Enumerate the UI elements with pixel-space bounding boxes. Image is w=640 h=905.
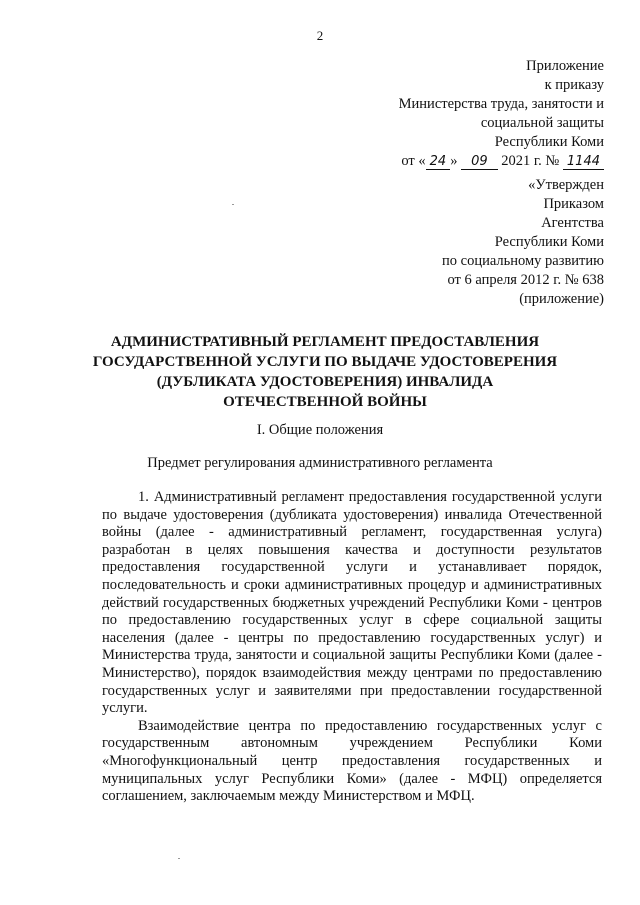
appendix-header [399,57,604,171]
appendix-line: Республики Коми [494,134,604,150]
section-title: I. Общие положения [256,422,384,438]
appendix-line: Приложение [526,58,604,74]
order-year: 2021 г. № [501,153,560,169]
scan-speck [178,858,180,859]
appendix-line: социальной защиты [480,115,604,131]
order-day: 24 [426,154,451,170]
approval-line: Агентства [541,215,604,231]
body-text [102,489,602,806]
order-month: 09 [461,154,498,170]
approval-line: (приложение) [519,291,604,307]
order-mid: » [450,153,458,169]
approval-line: по социальному развитию [442,253,604,269]
approval-line: «Утвержден [528,177,604,193]
approval-line: Республики Коми [494,234,604,250]
paragraph: 1. Административный регламент предоставления государственной услуги по выдаче удостоверения (дубликата удостоверения) инвалида Отечественной войны (далее - административный регламент, государственная услуга) разработан в целях повышения качества и доступности результатов предоставления государственной услуги и устанавливает порядок, последовательность и сроки административных процедур и административных действий государственных бюджетных учреждений Республики Коми - центров по предоставлению государственных услуг в сфере социальной защиты населения (далее - центры по предоставлению государственных услуг) и Министерства труда, занятости и социальной защиты Республики Коми (далее - Министерство), порядок взаимодействия между центрами по предоставлению государственных услуг и заявителями при предоставлении государственной услуги. [102,489,602,717]
order-date-line [399,152,604,171]
approval-line: от 6 апреля 2012 г. № 638 [447,272,604,288]
order-number: 1144 [563,154,604,170]
approval-line: Приказом [543,196,604,212]
paragraph: Взаимодействие центра по предоставлению государственных услуг с государственным автономным учреждением Республики Коми «Многофункциональный центр предоставления государственных и муниципальных услуг Республики Коми» (далее - МФЦ) определяется соглашением, заключаемым между Министерством и МФЦ. [102,717,602,805]
order-prefix: от « [401,153,426,169]
page-number: 2 [316,28,324,43]
scan-speck [232,204,234,205]
approval-stamp-text [442,176,604,309]
document-title: АДМИНИСТРАТИВНЫЙ РЕГЛАМЕНТ ПРЕДОСТАВЛЕНИЯ ГОСУДАРСТВЕННОЙ УСЛУГИ ПО ВЫДАЧЕ УДОСТОВЕРЕНИЯ (ДУБЛИКАТА УДОСТОВЕРЕНИЯ) ИНВАЛИДА ОТЕЧЕСТВЕННОЙ ВОЙНЫ [92,334,558,410]
appendix-line: к приказу [544,77,604,93]
subsection-title: Предмет регулирования административного регламента [147,455,493,471]
appendix-line: Министерства труда, занятости и [398,96,604,112]
